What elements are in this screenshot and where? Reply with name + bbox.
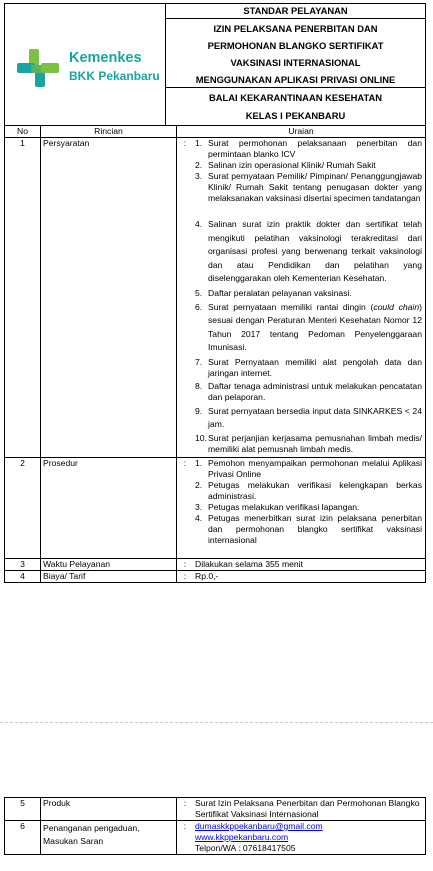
col-uraian-header: Uraian [177, 126, 426, 138]
item-num: 2. [195, 479, 203, 490]
title-standar: STANDAR PELAYANAN [166, 4, 426, 19]
table-row [5, 821, 426, 855]
row-uraian [193, 821, 426, 855]
title-line: VAKSINASI INTERNASIONAL [230, 57, 361, 68]
list-item [195, 138, 422, 160]
item-num: 4. [195, 512, 203, 523]
row-no: 5 [5, 798, 41, 821]
table-row [5, 558, 426, 570]
list-item [195, 288, 422, 299]
item-text: Petugas melakukan verifikasi kelengkapan berkas administrasi. [208, 479, 422, 501]
row-rincian: Prosedur [41, 457, 177, 558]
page-2 [4, 797, 426, 855]
row-uraian [193, 138, 426, 458]
list-item [195, 160, 422, 171]
item-text: Daftar tenaga administrasi untuk melakukan pencatatan dan pelaporan. [208, 380, 422, 402]
item-text: Surat pernyataan memiliki rantai dingin (could chain) sesuai dengan Peraturan Menteri Kesehatan Nomor 12 Tahun 2017 tentang Pedoman Penyelenggaraan Imunisasi. [208, 301, 422, 352]
row-no: 4 [5, 570, 41, 582]
item-text: Petugas menerbitkan surat izin pelaksana penerbitan dan permohonan blangko sertifikat vaksinasi internasional [208, 512, 422, 545]
item-text: Surat pernyataan bersedia input data SINKARKES < 24 jam. [208, 405, 422, 429]
title-line: IZIN PELAKSANA PENERBITAN DAN [213, 23, 378, 34]
row-no: 3 [5, 558, 41, 570]
list-item: 6. Surat pernyataan memiliki rantai dingin (could chain) sesuai dengan Peraturan Menteri Kesehatan Nomor 12 Tahun 2017 tentang Pedoman Penyelenggaraan Imunisasi. [195, 301, 422, 355]
col-rincian-header: Rincian [41, 126, 177, 138]
row-rincian: Biaya/ Tarif [41, 570, 177, 582]
page-1 [4, 3, 426, 583]
item-num: 1. [195, 457, 203, 468]
row-uraian: Dilakukan selama 355 menit [193, 558, 426, 570]
item-text: Salinan surat izin praktik dokter dan sertifikat telah mengikuti pelatihan vaksinologi terakreditasi dari organisasi profesi yang berwenang terkait vaksinologi dan atau Pendidikan dan pelatihan yang diselenggarakan oleh Kementerian Kesehatan. [208, 219, 422, 283]
list-item [195, 502, 422, 513]
column-header-row [5, 126, 426, 138]
row-rincian: Penanganan pengaduan, Masukan Saran [41, 821, 177, 855]
table-row [5, 570, 426, 582]
row-no: 6 [5, 821, 41, 855]
item-text: Daftar peralatan pelayanan vaksinasi. [208, 287, 352, 298]
row-separator: : [177, 457, 194, 558]
brand-name: Kemenkes [69, 49, 142, 66]
table-row [5, 457, 426, 558]
row-rincian: Persyaratan [41, 138, 177, 458]
list-item [195, 381, 422, 403]
header-table [4, 3, 426, 126]
row-uraian: Surat Izin Pelaksana Penerbitan dan Permohonan Blangko Sertifikat Vaksinasi Internasional [193, 798, 426, 821]
brand-subname: BKK Pekanbaru [69, 68, 160, 83]
row-rincian: Waktu Pelayanan [41, 558, 177, 570]
row-uraian [193, 457, 426, 558]
item-num: 3. [195, 501, 203, 512]
kemenkes-logo [5, 35, 165, 95]
list-item [195, 357, 422, 379]
list-item [195, 458, 422, 480]
list-item [195, 405, 422, 431]
title-line: PERMOHONAN BLANGKO SERTIFIKAT [207, 40, 384, 51]
item-num: 4. [195, 219, 203, 229]
service-table [4, 125, 426, 583]
item-text: Surat Pernyataan memiliki alat pengolah data dan jaringan internet. [208, 356, 422, 378]
item-num: 3. [195, 171, 203, 181]
kemenkes-logo-icon [13, 49, 65, 89]
page-break-divider [0, 722, 433, 723]
list-item [195, 171, 422, 204]
table-row [5, 138, 426, 458]
list-item [195, 218, 422, 286]
col-no-header: No [5, 126, 41, 138]
item-text: Surat permohonan pelaksanaan penerbitan dan permintaan blanko ICV [208, 138, 422, 159]
list-item [195, 480, 422, 502]
item-num: 9. [195, 405, 203, 416]
phone-text: Telpon/WA : 07618417505 [195, 843, 296, 853]
item-text: Petugas melakukan verifikasi lapangan. [208, 501, 360, 512]
row-separator: : [177, 821, 194, 855]
table-row [5, 798, 426, 821]
item-num: 2. [195, 160, 203, 170]
title-service [166, 19, 426, 88]
item-text: Surat perjanjian kerjasama pemusnahan limbah medis/ memiliki alat pemusnah limbah medis. [208, 432, 422, 454]
item-text: Surat pernyataan Pemilik/ Pimpinan/ Penanggungjawab Klinik/ Rumah Sakit tentang penugasan dokter yang melaksanakan vaksinasi disertai specimen tandatangan [208, 171, 422, 203]
logo-cell [5, 4, 166, 126]
row-separator: : [177, 798, 194, 821]
title-line: KELAS I PEKANBARU [245, 110, 346, 121]
title-office [166, 88, 426, 126]
item-num: 7. [195, 356, 203, 367]
row-no: 2 [5, 457, 41, 558]
title-line: MENGGUNAKAN APLIKASI PRIVASI ONLINE [195, 74, 396, 85]
item-num: 8. [195, 380, 203, 391]
email-link[interactable]: dumaskkppekanbaru@gmail.com [195, 821, 323, 831]
website-link[interactable]: www.kkppekanbaru.com [195, 832, 289, 842]
list-item [195, 513, 422, 546]
row-rincian: Produk [41, 798, 177, 821]
row-separator: : [177, 138, 194, 458]
service-table-continued [4, 797, 426, 855]
item-num: 1. [195, 138, 203, 148]
item-num: 10. [195, 432, 207, 443]
item-text: Salinan izin operasional Klinik/ Rumah Sakit [208, 160, 376, 170]
item-text: Pemohon menyampaikan permohonan melalui Aplikasi Privasi Online [208, 457, 422, 479]
row-uraian: Rp.0,- [193, 570, 426, 582]
row-no: 1 [5, 138, 41, 458]
item-num: 5. [195, 287, 203, 298]
row-separator: : [177, 570, 194, 582]
row-separator: : [177, 558, 194, 570]
title-line: BALAI KEKARANTINAAN KESEHATAN [208, 92, 383, 103]
list-item [195, 433, 422, 455]
